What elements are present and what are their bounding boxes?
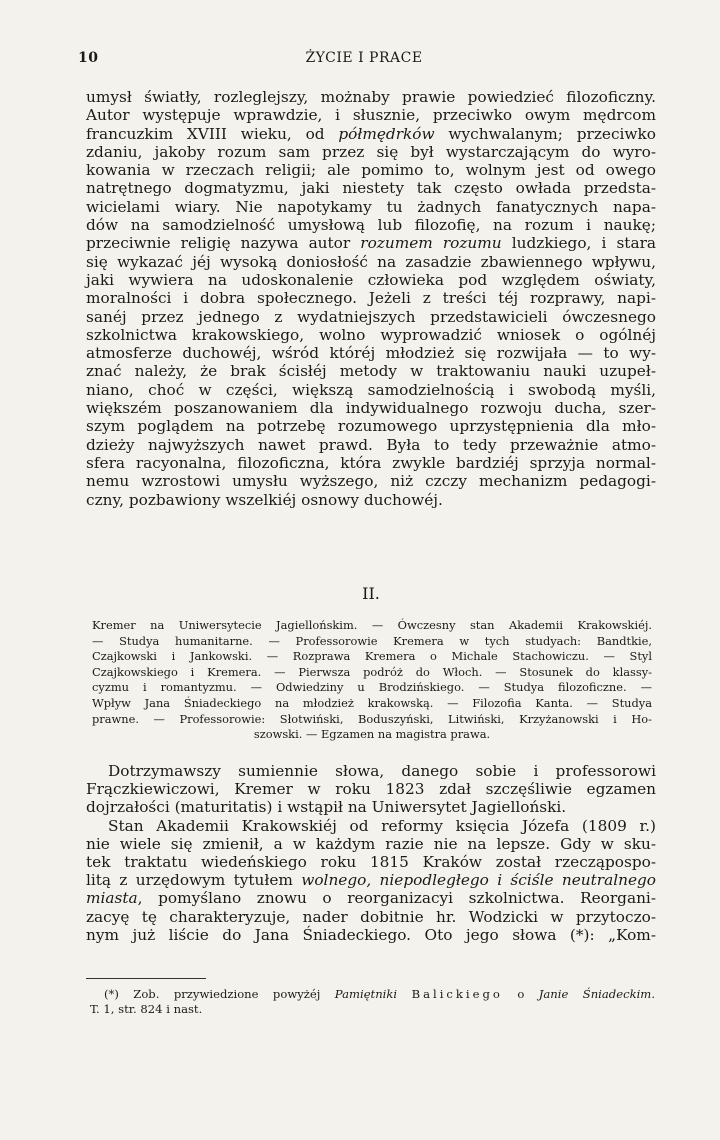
text-line: natrętnego dogmatyzmu, jaki niestety tak często owłada przedsta- bbox=[86, 179, 656, 198]
paragraph-2-3 bbox=[86, 762, 656, 944]
italic-term: miasta bbox=[86, 889, 138, 908]
text-line: szym poglądem na potrzebę rozumowego uprzystępnienia dla mło- bbox=[86, 417, 656, 436]
text-line: nie wiele się zmienił, a w każdym razie nie na lepsze. Gdy w sku- bbox=[86, 834, 656, 853]
summary-line: cyzmu i romantyzmu. — Odwiedziny u Brodzińskiego. — Studya filozoficzne. — bbox=[92, 680, 652, 695]
italic-term: półmędrków bbox=[338, 124, 435, 143]
text-line: miasta, pomyślano znowu o reorganizacyi szkolnictwa. Reorgani- bbox=[86, 889, 656, 908]
text-line: zacyę tę charakteryzuje, nader dobitnie hr. Wodzicki w przytoczo- bbox=[86, 907, 656, 926]
text-line: sanéj przez jednego z wydatniejszych przedstawicieli ówczesnego bbox=[86, 307, 656, 326]
footnote-line: T. 1, str. 824 i nast. bbox=[90, 1002, 203, 1016]
text-line: Frączkiewiczowi, Kremer w roku 1823 zdał szczęśliwie egzamen bbox=[86, 780, 656, 799]
text-line: dojrzałości (maturitatis) i wstąpił na Uniwersytet Jagielloński. bbox=[86, 798, 567, 817]
summary-line: Czajkowski i Jankowski. — Rozprawa Kremera o Michale Stachowiczu. — Styl bbox=[92, 649, 652, 664]
summary-line: — Studya humanitarne. — Professorowie Kremera w tych studyach: Bandtkie, bbox=[92, 633, 652, 648]
text-line: szkolnictwa krakowskiego, wolno wyprowadzić wniosek o ogólnéj bbox=[86, 325, 656, 344]
text-line: Stan Akademii Krakowskiéj od reformy księcia Józefa (1809 r.) bbox=[108, 816, 656, 835]
summary-line: Wpływ Jana Śniadeckiego na młodzież krakowską. — Filozofia Kanta. — Studya bbox=[92, 695, 652, 710]
page-number: 10 bbox=[78, 50, 99, 66]
author-name: Balickiego bbox=[411, 987, 503, 1001]
section-heading: II. bbox=[362, 584, 380, 603]
footnote-line: (*) Zob. przywiedzione powyżéj Pamiętniki Balickiego o Janie Śniadeckim. bbox=[104, 987, 655, 1001]
text-line: francuzkim XVIII wieku, od półmędrków wychwalanym; przeciwko bbox=[86, 124, 656, 143]
text-line: przeciwnie religię nazywa autor rozumem rozumu ludzkiego, i stara bbox=[86, 234, 656, 253]
chapter-summary bbox=[92, 618, 652, 743]
footnote bbox=[90, 987, 655, 1017]
footnote-rule bbox=[86, 978, 206, 979]
text-line: nemu wzrostowi umysłu wyższego, niż czczy mechanizm pedagogi- bbox=[86, 472, 656, 491]
italic-term: rozumem rozumu bbox=[360, 234, 502, 253]
page-header bbox=[78, 50, 650, 72]
text-line: tek traktatu wiedeńskiego roku 1815 Kraków został rzecząpospo- bbox=[86, 853, 656, 872]
italic-term: wolnego, niepodległego i ściśle neutralnego bbox=[301, 871, 656, 890]
text-line: niano, choć w części, większą samodzielnością i swobodą myśli, bbox=[86, 380, 656, 399]
text-line: jaki wywiera na udoskonalenie człowieka pod względem oświaty, bbox=[86, 270, 656, 289]
text-line: atmosferze duchowéj, wśród któréj młodzież się rozwijała — to wy- bbox=[86, 344, 656, 363]
text-line: moralności i dobra społecznego. Jeżeli z treści téj rozprawy, napi- bbox=[86, 289, 656, 308]
summary-line: szowski. — Egzamen na magistra prawa. bbox=[253, 727, 491, 742]
text-line: zdaniu, jakoby rozum sam przez się był wystarczającym do wyro- bbox=[86, 142, 656, 161]
text-line: większém poszanowaniem dla indywidualnego rozwoju ducha, szer- bbox=[86, 399, 656, 418]
text-line: czny, pozbawiony wszelkiéj osnowy duchowéj. bbox=[86, 490, 443, 509]
text-line: umysł światły, rozleglejszy, możnaby prawie powiedzieć filozoficzny. bbox=[86, 88, 656, 106]
summary-line: prawne. — Professorowie: Słotwiński, Boduszyński, Litwiński, Krzyżanowski i Ho- bbox=[92, 711, 652, 726]
text-line: Dotrzymawszy sumiennie słowa, danego sobie i professorowi bbox=[108, 762, 656, 780]
text-line: się wykazać jéj wysoką doniosłość na zasadzie zbawiennego wpływu, bbox=[86, 252, 656, 271]
summary-line: Czajkowskiego i Kremera. — Pierwsza podróż do Włoch. — Stosunek do klassy- bbox=[92, 664, 652, 679]
paragraph-1 bbox=[86, 88, 656, 509]
summary-line: Kremer na Uniwersytecie Jagiellońskim. — Ówczesny stan Akademii Krakowskiéj. bbox=[92, 618, 652, 632]
text-line: kowania w rzeczach religii; ale pomimo to, wolnym jest od owego bbox=[86, 161, 656, 180]
text-line: znać należy, że brak ścisłéj metody w traktowaniu nauki uzupeł- bbox=[86, 362, 656, 381]
running-title: ŻYCIE I PRACE bbox=[305, 50, 423, 66]
text-line: sfera racyonalna, filozoficzna, która zwykle bardziéj sprzyja normal- bbox=[86, 453, 656, 472]
italic-term: Janie Śniadeckim bbox=[538, 987, 652, 1001]
text-line: wicielami wiary. Nie napotykamy tu żadnych fanatycznych napa- bbox=[86, 197, 656, 216]
italic-term: Pamiętniki bbox=[334, 987, 398, 1001]
text-line: nym już liście do Jana Śniadeckiego. Oto jego słowa (*): „Kom- bbox=[86, 925, 656, 944]
text-line: litą z urzędowym tytułem wolnego, niepodległego i ściśle neutralnego bbox=[86, 871, 656, 890]
text-line: dzieży najwyższych nawet prawd. Była to tedy przeważnie atmo- bbox=[86, 435, 656, 454]
text-line: dów na samodzielność umysłową lub filozofię, na rozum i naukę; bbox=[86, 216, 656, 235]
text-line: Autor występuje wprawdzie, i słusznie, przeciwko owym mędrcom bbox=[86, 106, 656, 125]
